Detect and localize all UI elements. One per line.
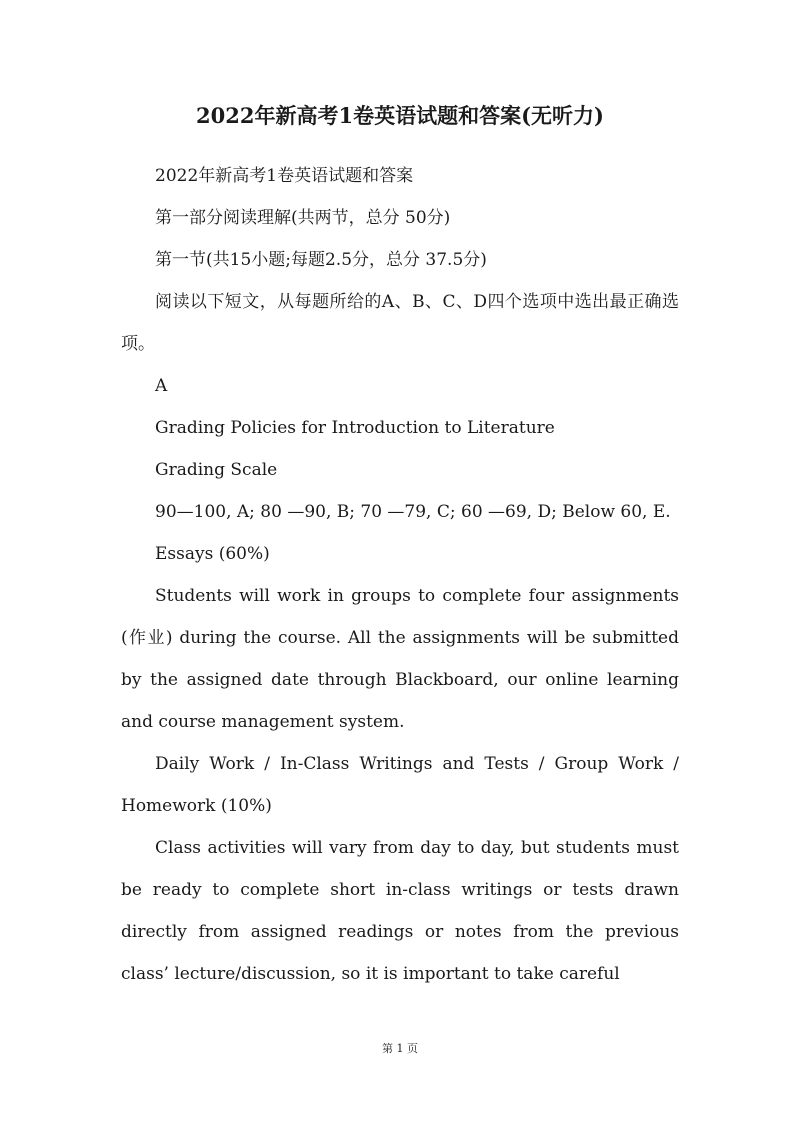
paragraph-exam-name: 2022年新高考1卷英语试题和答案 bbox=[155, 166, 414, 186]
paragraph-daily-work-heading: Daily Work / In-Class Writings and Tests / Group Work / Homework (10%) bbox=[121, 754, 679, 816]
document-body bbox=[121, 155, 679, 995]
paragraph-essays-heading: Essays (60%) bbox=[155, 544, 270, 564]
paragraph-passage-title: Grading Policies for Introduction to Literature bbox=[155, 418, 555, 438]
paragraph-grading-scale: 90—100, A; 80 —90, B; 70 —79, C; 60 —69, D; Below 60, E. bbox=[155, 502, 671, 522]
paragraph-essays-body: Students will work in groups to complete four assignments (作业) during the course. All the assignments will be submitted by the assigned date through Blackboard, our online learning and course management system. bbox=[121, 586, 679, 732]
document-title: 2022年新高考1卷英语试题和答案(无听力) bbox=[196, 103, 604, 128]
paragraph-daily-work-body: Class activities will vary from day to day, but students must be ready to complete short in-class writings or tests drawn directly from assigned readings or notes from the previous class’ lecture/discussion, so it is important to take careful bbox=[121, 838, 679, 984]
paragraph-instructions: 阅读以下短文，从每题所给的A、B、C、D四个选项中选出最正确选项。 bbox=[121, 292, 679, 354]
page-number: 第 1 页 bbox=[382, 1042, 418, 1055]
paragraph-part-one-heading: 第一部分阅读理解(共两节，总分 50分) bbox=[155, 208, 451, 228]
paragraph-passage-label: A bbox=[155, 376, 168, 396]
paragraph-grading-scale-heading: Grading Scale bbox=[155, 460, 278, 480]
paragraph-section-one-heading: 第一节(共15小题;每题2.5分，总分 37.5分) bbox=[155, 250, 487, 270]
